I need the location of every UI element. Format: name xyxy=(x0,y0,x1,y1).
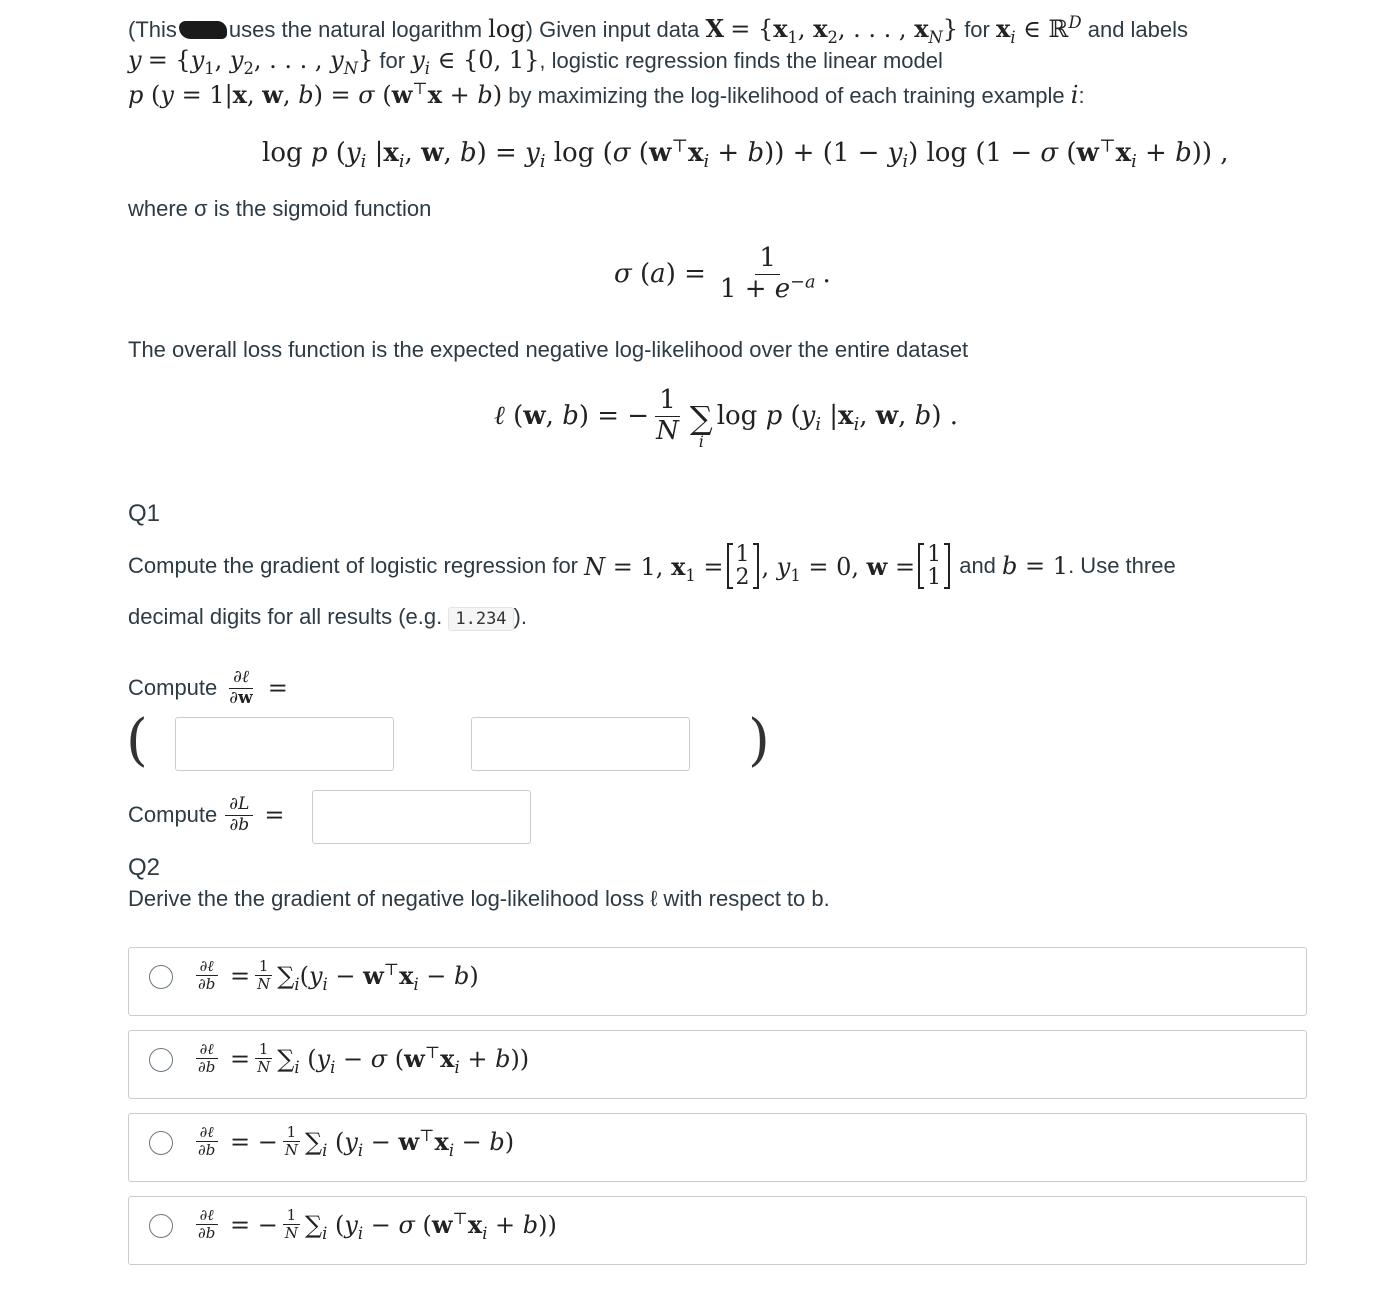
redacted-mark xyxy=(179,21,227,39)
choice-expression-4: $\frac{\text{∂ℓ}}{\partial b}$ = − $\frac{1}{N}$ $\sum_i$ ($y_i - \sigma$ $(w^⊤x_i + b)$) xyxy=(191,1207,557,1243)
loss-equation: ℓ (w, b) = − $\frac{1}{N}$ ∑ i log p ($y_i$ $|x_i$, w, b) . xyxy=(494,385,959,452)
q1-title: Q1 xyxy=(128,500,161,527)
radio-button-4[interactable] xyxy=(149,1214,173,1238)
intro-line-1: (This uses the natural logarithm log) Given input data $X = \{x_1$, $x_2$, . . . , $x_N$} for $x_i$ ∈ ℝ$^D$ and labels xyxy=(128,13,1189,47)
loss-intro: The overall loss function is the expected negative log-likelihood over the entire dataset xyxy=(128,337,969,362)
radio-button-1[interactable] xyxy=(149,965,173,989)
choice-expression-3: $\frac{\text{∂ℓ}}{\partial b}$ = − $\frac{1}{N}$ $\sum_i$ $(y_i - w^⊤x_i - b)$ xyxy=(191,1124,514,1160)
vector-right-paren: ) xyxy=(748,708,770,773)
choice-option-3[interactable] xyxy=(128,1113,1307,1182)
dw-component-1-input[interactable] xyxy=(175,717,394,771)
radio-button-3[interactable] xyxy=(149,1131,173,1155)
q1-text: Compute the gradient of logistic regression for N = 1, $x_1$ = 1 2 , $y_1 = 0$, w = 1 1 and b = 1 . Use three xyxy=(128,541,1176,590)
choice-expression-2: $\frac{\text{∂ℓ}}{\partial b}$ = $\frac{1}{N}$ $\sum_i$ ($y_i - \sigma$ $(w^⊤x_i + b)$) xyxy=(191,1041,529,1077)
dw-component-2-input[interactable] xyxy=(471,717,690,771)
db-prompt: Compute $\frac{\partial L}{\partial b}$ = xyxy=(128,794,285,835)
db-input[interactable] xyxy=(312,790,531,844)
choice-expression-1: $\frac{\text{∂ℓ}}{\partial b}$ = $\frac{1}{N}$ $\sum_i(y_i - w^⊤x_i - b)$ xyxy=(191,958,479,994)
sigmoid-equation: σ (a) = $\frac{1}{1 + e^{-a}}$ . xyxy=(614,243,831,304)
q1-text-2: decimal digits for all results (e.g. 1.234 ). xyxy=(128,604,527,629)
choice-option-2[interactable] xyxy=(128,1030,1307,1099)
q2-text: Derive the the gradient of negative log-likelihood loss ℓ with respect to b. xyxy=(128,886,830,911)
w-vector: 1 1 xyxy=(918,543,950,589)
radio-button-2[interactable] xyxy=(149,1048,173,1072)
sigmoid-intro: where σ is the sigmoid function xyxy=(128,196,432,221)
choice-option-4[interactable] xyxy=(128,1196,1307,1265)
intro-line-2: $y = \{y_1$, $y_2$, . . . , $y_N$} for $y_i$ ∈ {0, 1}, logistic regression finds the linear model xyxy=(128,46,943,78)
x1-vector: 1 2 xyxy=(727,543,759,589)
log-likelihood-equation: log p ($y_i$ $|x_i$, w, $b) = y_i$ log (σ $(w^⊤x_i + b)) + (1 - y_i)$ log (1 − σ $(w^⊤x_i + b)$) , xyxy=(262,136,1229,173)
dw-prompt: Compute $\frac{\text{∂ℓ}}{\partial w}$ = xyxy=(128,667,288,708)
vector-left-paren: ( xyxy=(126,708,148,773)
example-code: 1.234 xyxy=(448,607,513,631)
intro-line-3: p (y = 1|x, w, b) = σ (w⊤x + b) by maximizing the log-likelihood of each training example i: xyxy=(128,79,1085,109)
choice-option-1[interactable] xyxy=(128,947,1307,1016)
q2-title: Q2 xyxy=(128,854,161,881)
